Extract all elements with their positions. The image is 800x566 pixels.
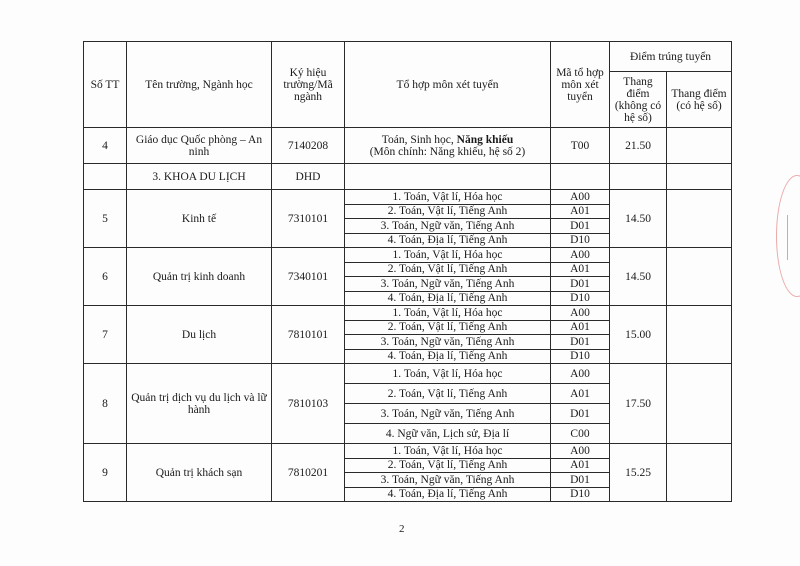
admission-table <box>83 41 732 502</box>
combo-code: D01 <box>551 219 610 234</box>
combo-code: D01 <box>551 277 610 292</box>
row-major-name: Quản trị kinh doanh <box>127 248 272 306</box>
page-number: 2 <box>399 523 405 535</box>
section-row <box>84 164 732 190</box>
combo-text: 3. Toán, Ngữ văn, Tiếng Anh <box>345 335 551 350</box>
row-score: 15.00 <box>610 306 667 364</box>
combo-text: 2. Toán, Vật lí, Tiếng Anh <box>345 384 551 404</box>
header-score-group: Điểm trúng tuyển <box>610 42 732 72</box>
row-stt: 7 <box>84 306 127 364</box>
row-major-name: Quản trị khách sạn <box>127 444 272 502</box>
header-combo-code: Mã tổ hợp môn xét tuyển <box>551 42 610 128</box>
combo-text: 4. Toán, Địa lí, Tiếng Anh <box>345 233 551 248</box>
row-major-code: 7310101 <box>272 190 345 248</box>
combo-code: A01 <box>551 320 610 335</box>
header-score-no-weight: Thang điểm (không có hệ số) <box>610 72 667 128</box>
combo-code: A01 <box>551 384 610 404</box>
combo-code: A01 <box>551 458 610 473</box>
row-combo-code: T00 <box>551 128 610 164</box>
row-major-name: Quản trị dịch vụ du lịch và lữ hành <box>127 364 272 444</box>
combo-text: 2. Toán, Vật lí, Tiếng Anh <box>345 320 551 335</box>
row-major-code: 7810101 <box>272 306 345 364</box>
table-row <box>84 128 732 164</box>
combo-text: 2. Toán, Vật lí, Tiếng Anh <box>345 458 551 473</box>
row-score-weight <box>667 444 732 502</box>
row-major-name: Du lịch <box>127 306 272 364</box>
table-row <box>84 306 732 321</box>
combo-code: D10 <box>551 349 610 364</box>
combo-code: A00 <box>551 444 610 459</box>
combo-code: D10 <box>551 487 610 502</box>
combo-code: A01 <box>551 262 610 277</box>
combo-text: 1. Toán, Vật lí, Hóa học <box>345 306 551 321</box>
signature-mark <box>787 215 800 260</box>
combo-text: 2. Toán, Vật lí, Tiếng Anh <box>345 262 551 277</box>
row-combo <box>345 128 551 164</box>
header-combo: Tổ hợp môn xét tuyển <box>345 42 551 128</box>
combo-bold: Năng khiếu <box>456 133 514 146</box>
table-row <box>84 248 732 263</box>
row-score: 15.25 <box>610 444 667 502</box>
combo-text: 3. Toán, Ngữ văn, Tiếng Anh <box>345 473 551 488</box>
combo-text: 4. Ngữ văn, Lịch sử, Địa lí <box>345 424 551 444</box>
combo-text: 3. Toán, Ngữ văn, Tiếng Anh <box>345 219 551 234</box>
combo-prefix: Toán, Sinh học, <box>381 133 457 146</box>
header-stt: Số TT <box>84 42 127 128</box>
combo-code: D01 <box>551 335 610 350</box>
combo-text: 4. Toán, Địa lí, Tiếng Anh <box>345 487 551 502</box>
header-name: Tên trường, Ngành học <box>127 42 272 128</box>
row-score: 21.50 <box>610 128 667 164</box>
combo-text: 1. Toán, Vật lí, Hóa học <box>345 248 551 263</box>
row-major-code: 7810201 <box>272 444 345 502</box>
row-score: 14.50 <box>610 248 667 306</box>
combo-code: C00 <box>551 424 610 444</box>
row-stt: 9 <box>84 444 127 502</box>
table-row <box>84 364 732 384</box>
combo-text: 4. Toán, Địa lí, Tiếng Anh <box>345 291 551 306</box>
combo-code: A00 <box>551 364 610 384</box>
row-score-weight <box>667 128 732 164</box>
combo-text: 1. Toán, Vật lí, Hóa học <box>345 190 551 205</box>
row-major-code: 7340101 <box>272 248 345 306</box>
combo-code: D01 <box>551 473 610 488</box>
combo-text: 3. Toán, Ngữ văn, Tiếng Anh <box>345 277 551 292</box>
row-stt: 5 <box>84 190 127 248</box>
combo-text: 2. Toán, Vật lí, Tiếng Anh <box>345 204 551 219</box>
row-major-name: Kinh tế <box>127 190 272 248</box>
combo-code: D01 <box>551 404 610 424</box>
section-code: DHD <box>272 164 345 190</box>
combo-code: A01 <box>551 204 610 219</box>
combo-code: D10 <box>551 291 610 306</box>
combo-text: 3. Toán, Ngữ văn, Tiếng Anh <box>345 404 551 424</box>
row-stt: 6 <box>84 248 127 306</box>
header-code: Ký hiệu trường/Mã ngành <box>272 42 345 128</box>
combo-text: 4. Toán, Địa lí, Tiếng Anh <box>345 349 551 364</box>
row-score-weight <box>667 306 732 364</box>
combo-code: D10 <box>551 233 610 248</box>
row-score: 17.50 <box>610 364 667 444</box>
row-major-code: 7140208 <box>272 128 345 164</box>
row-major-code: 7810103 <box>272 364 345 444</box>
table-row <box>84 190 732 205</box>
row-score-weight <box>667 248 732 306</box>
section-title: 3. KHOA DU LỊCH <box>127 164 272 190</box>
header-score-weight: Thang điểm (có hệ số) <box>667 72 732 128</box>
row-stt: 4 <box>84 128 127 164</box>
combo-code: A00 <box>551 306 610 321</box>
table-row <box>84 444 732 459</box>
row-score-weight <box>667 364 732 444</box>
combo-code: A00 <box>551 190 610 205</box>
combo-text: 1. Toán, Vật lí, Hóa học <box>345 364 551 384</box>
row-stt: 8 <box>84 364 127 444</box>
combo-note: (Môn chính: Năng khiếu, hệ số 2) <box>369 145 526 158</box>
combo-text: 1. Toán, Vật lí, Hóa học <box>345 444 551 459</box>
row-score: 14.50 <box>610 190 667 248</box>
combo-code: A00 <box>551 248 610 263</box>
row-score-weight <box>667 190 732 248</box>
row-major-name: Giáo dục Quốc phòng – An ninh <box>127 128 272 164</box>
